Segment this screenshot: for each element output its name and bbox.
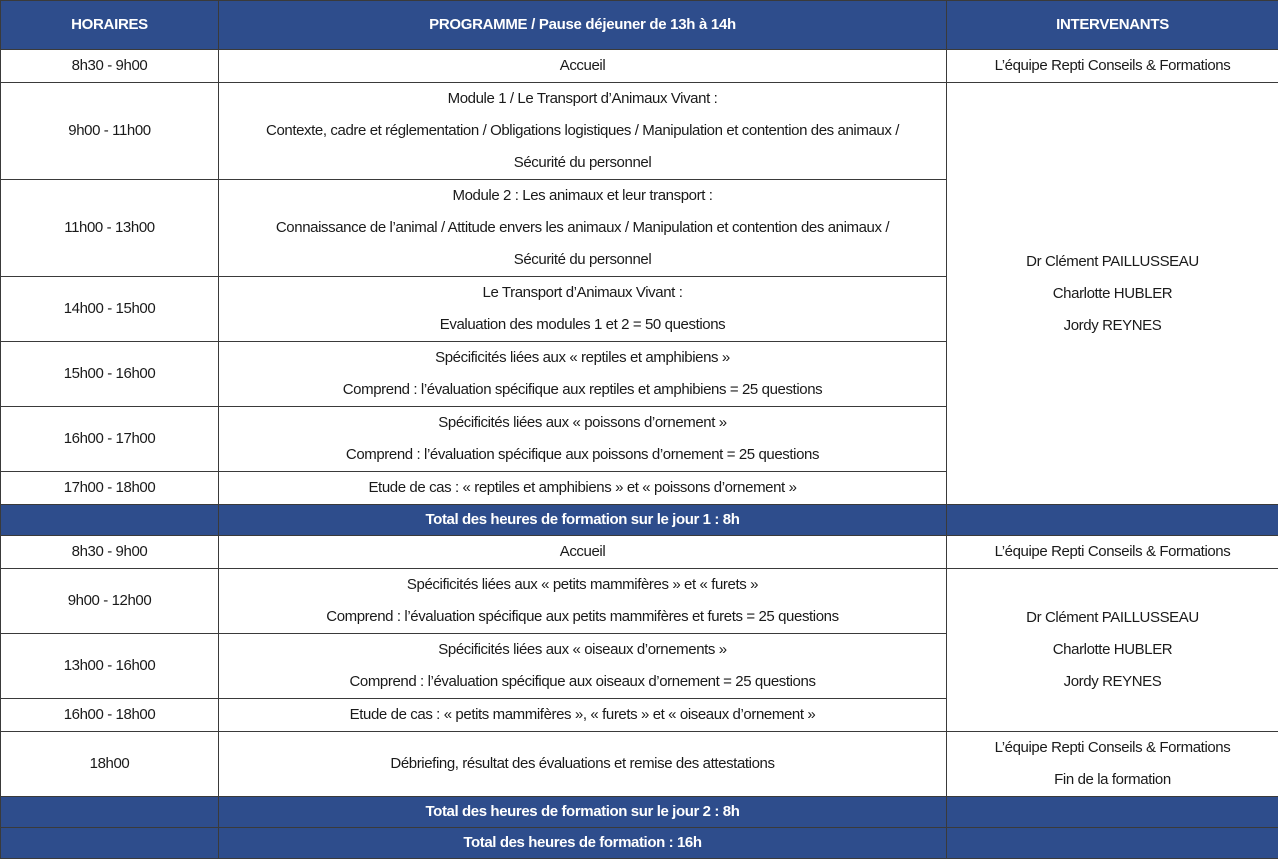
- program-line: Contexte, cadre et réglementation / Obligations logistiques / Manipulation et contention des animaux /: [223, 115, 942, 147]
- program-cell: [219, 342, 947, 407]
- program-line: Comprend : l’évaluation spécifique aux reptiles et amphibiens = 25 questions: [223, 374, 942, 406]
- program-line: Spécificités liées aux « petits mammifères » et « furets »: [223, 569, 942, 601]
- program-cell: [219, 407, 947, 472]
- program-cell: [219, 634, 947, 699]
- table-row: [1, 569, 1278, 634]
- program-cell: [219, 83, 947, 180]
- program-cell: [219, 472, 947, 505]
- speaker-line: Jordy REYNES: [951, 310, 1274, 342]
- speakers-cell: [947, 569, 1278, 732]
- program-line: Accueil: [223, 536, 942, 568]
- program-line: Module 1 / Le Transport d’Animaux Vivant :: [223, 83, 942, 115]
- header-horaires: HORAIRES: [1, 1, 219, 50]
- program-line: Accueil: [223, 50, 942, 82]
- program-line: Module 2 : Les animaux et leur transport :: [223, 180, 942, 212]
- total-empty-cell: [947, 797, 1278, 828]
- time-cell: 16h00 - 18h00: [1, 699, 219, 732]
- speaker-line: Charlotte HUBLER: [951, 278, 1274, 310]
- program-cell: [219, 569, 947, 634]
- speaker-line: Fin de la formation: [951, 764, 1274, 796]
- speakers-cell: [947, 83, 1278, 505]
- time-cell: 17h00 - 18h00: [1, 472, 219, 505]
- total-row-day1: [1, 505, 1278, 536]
- time-cell: 8h30 - 9h00: [1, 50, 219, 83]
- program-line: Comprend : l’évaluation spécifique aux petits mammifères et furets = 25 questions: [223, 601, 942, 633]
- speaker-line: Charlotte HUBLER: [951, 634, 1274, 666]
- program-line: Spécificités liées aux « reptiles et amphibiens »: [223, 342, 942, 374]
- speakers-cell: [947, 536, 1278, 569]
- program-cell: [219, 732, 947, 797]
- total-day1-label: Total des heures de formation sur le jour 1 : 8h: [219, 505, 947, 536]
- program-line: Spécificités liées aux « oiseaux d’ornements »: [223, 634, 942, 666]
- program-cell: [219, 699, 947, 732]
- time-cell: 11h00 - 13h00: [1, 180, 219, 277]
- total-empty-cell: [1, 797, 219, 828]
- program-line: Etude de cas : « reptiles et amphibiens » et « poissons d’ornement »: [223, 472, 942, 504]
- program-line: Débriefing, résultat des évaluations et remise des attestations: [223, 748, 942, 780]
- table-row: [1, 83, 1278, 180]
- total-empty-cell: [947, 505, 1278, 536]
- time-cell: 9h00 - 12h00: [1, 569, 219, 634]
- time-cell: 13h00 - 16h00: [1, 634, 219, 699]
- speakers-cell: [947, 732, 1278, 797]
- speakers-cell: [947, 50, 1278, 83]
- program-line: Le Transport d’Animaux Vivant :: [223, 277, 942, 309]
- time-cell: 8h30 - 9h00: [1, 536, 219, 569]
- program-line: Comprend : l’évaluation spécifique aux oiseaux d’ornement = 25 questions: [223, 666, 942, 698]
- time-cell: 14h00 - 15h00: [1, 277, 219, 342]
- header-intervenants: INTERVENANTS: [947, 1, 1278, 50]
- time-cell: 18h00: [1, 732, 219, 797]
- program-cell: [219, 277, 947, 342]
- program-line: Evaluation des modules 1 et 2 = 50 questions: [223, 309, 942, 341]
- grand-total-label: Total des heures de formation : 16h: [219, 828, 947, 859]
- program-cell: [219, 50, 947, 83]
- program-line: Spécificités liées aux « poissons d’ornement »: [223, 407, 942, 439]
- speaker-line: Dr Clément PAILLUSSEAU: [951, 602, 1274, 634]
- table-row: [1, 732, 1278, 797]
- speaker-line: L’équipe Repti Conseils & Formations: [951, 536, 1274, 568]
- time-cell: 15h00 - 16h00: [1, 342, 219, 407]
- program-line: Etude de cas : « petits mammifères », « furets » et « oiseaux d’ornement »: [223, 699, 942, 731]
- speaker-line: L’équipe Repti Conseils & Formations: [951, 50, 1274, 82]
- total-day2-label: Total des heures de formation sur le jour 2 : 8h: [219, 797, 947, 828]
- time-cell: 9h00 - 11h00: [1, 83, 219, 180]
- program-line: Sécurité du personnel: [223, 244, 942, 276]
- total-row-day2: [1, 797, 1278, 828]
- total-empty-cell: [1, 505, 219, 536]
- program-line: Comprend : l’évaluation spécifique aux poissons d’ornement = 25 questions: [223, 439, 942, 471]
- program-cell: [219, 180, 947, 277]
- program-line: Connaissance de l’animal / Attitude envers les animaux / Manipulation et contention des animaux /: [223, 212, 942, 244]
- time-cell: 16h00 - 17h00: [1, 407, 219, 472]
- table-row: [1, 50, 1278, 83]
- speaker-line: L’équipe Repti Conseils & Formations: [951, 732, 1274, 764]
- header-row: [1, 1, 1278, 50]
- speaker-line: Dr Clément PAILLUSSEAU: [951, 246, 1274, 278]
- header-programme: PROGRAMME / Pause déjeuner de 13h à 14h: [219, 1, 947, 50]
- speaker-line: Jordy REYNES: [951, 666, 1274, 698]
- program-line: Sécurité du personnel: [223, 147, 942, 179]
- program-cell: [219, 536, 947, 569]
- table-row: [1, 536, 1278, 569]
